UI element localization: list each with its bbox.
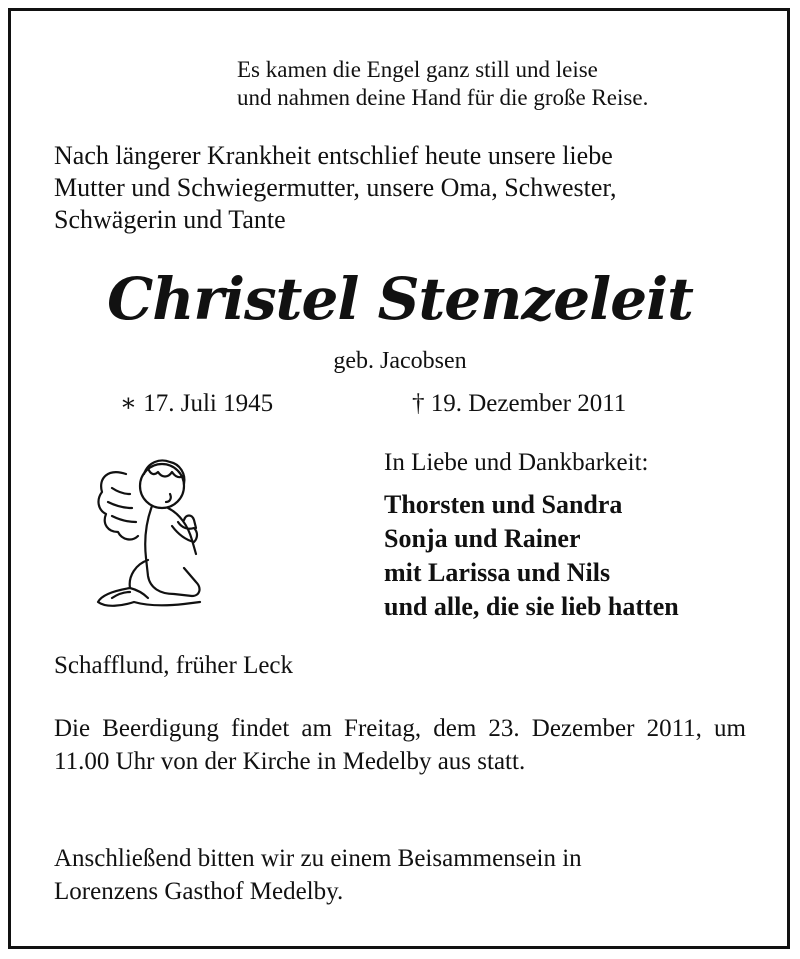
verse-line-2: und nahmen deine Hand für die große Reise. [237, 85, 649, 110]
reception-line-2: Lorenzens Gasthof Medelby. [54, 878, 344, 905]
verse-line-1: Es kamen die Engel ganz still und leise [237, 57, 598, 82]
reception-line-1: Anschließend bitten wir zu einem Beisammensein in [54, 845, 582, 872]
death-date: † 19. Dezember 2011 [412, 390, 627, 417]
mourner-line-2: Sonja und Rainer [384, 524, 581, 553]
deceased-name: Christel Stenzeleit [107, 265, 693, 333]
announcement-line-1: Nach längerer Krankheit entschlief heute unsere liebe [54, 141, 613, 170]
praying-angel-icon [88, 448, 214, 618]
mourner-line-3: mit Larissa und Nils [384, 558, 611, 587]
place-line: Schafflund, früher Leck [54, 652, 294, 679]
mourner-line-4: und alle, die sie lieb hatten [384, 592, 679, 621]
gratitude-line: In Liebe und Dankbarkeit: [384, 449, 649, 476]
announcement-line-2: Mutter und Schwiegermutter, unsere Oma, Schwester, [54, 173, 617, 202]
mourner-line-1: Thorsten und Sandra [384, 490, 623, 519]
mourners-list [384, 488, 679, 624]
reception-notice [54, 842, 582, 908]
birth-date: ∗ 17. Juli 1945 [120, 390, 274, 417]
announcement-line-3: Schwägerin und Tante [54, 205, 286, 234]
death-announcement [54, 140, 617, 236]
funeral-notice: Die Beerdigung findet am Freitag, dem 23. Dezember 2011, um 11.00 Uhr von der Kirche in Medelby aus statt. [54, 715, 746, 775]
verse [237, 56, 648, 112]
maiden-name: geb. Jacobsen [333, 348, 467, 374]
